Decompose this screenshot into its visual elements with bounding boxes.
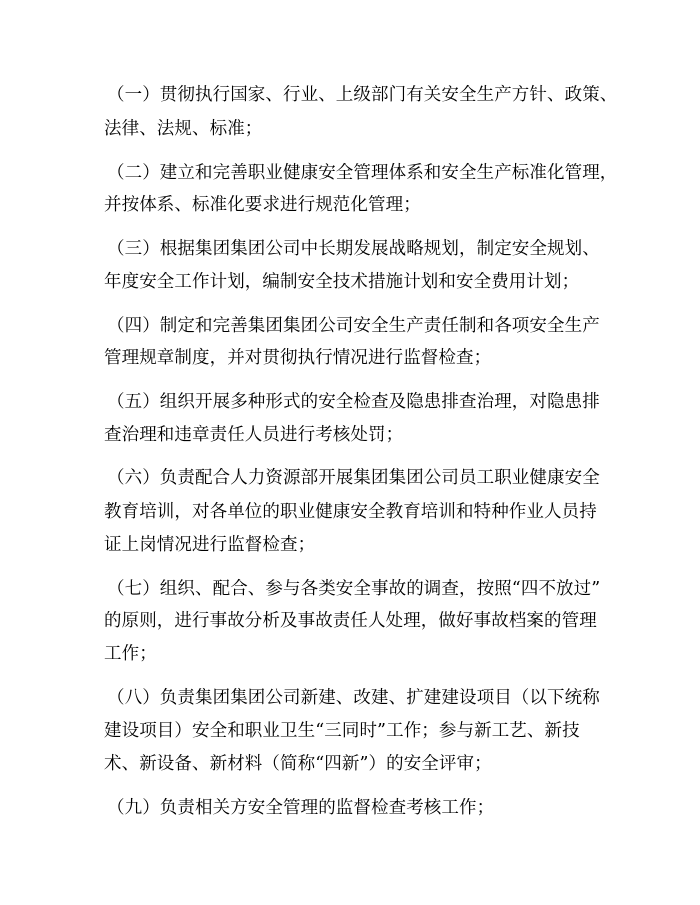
clause-line: 工作； xyxy=(104,644,157,664)
clause-line: （八）负责集团集团公司新建、改建、扩建建设项目（以下统称 xyxy=(107,688,600,708)
clause-line: 术、新设备、新材料（简称“四新”）的安全评审； xyxy=(104,754,492,774)
clause-line: 管理规章制度，并对贯彻执行情况进行监督检查； xyxy=(104,348,492,368)
clause-line: （五）组织开展多种形式的安全检查及隐患排查治理，对隐患排 xyxy=(107,392,600,412)
clause-line: （九）负责相关方安全管理的监督检查考核工作； xyxy=(107,798,495,818)
clause-line: （一）贯彻执行国家、行业、上级部门有关安全生产方针、政策、 xyxy=(107,85,618,105)
clause-line: （六）负责配合人力资源部开展集团集团公司员工职业健康安全 xyxy=(107,468,600,488)
clause-line: （七）组织、配合、参与各类安全事故的调查，按照“四不放过” xyxy=(107,579,601,599)
clause-line: （三）根据集团集团公司中长期发展战略规划，制定安全规划、 xyxy=(107,239,600,259)
clause-line: 年度安全工作计划，编制安全技术措施计划和安全费用计划； xyxy=(104,272,580,292)
clause-line: 并按体系、标准化要求进行规范化管理； xyxy=(104,195,421,215)
clause-line: （四）制定和完善集团集团公司安全生产责任制和各项安全生产 xyxy=(107,316,600,336)
clause-line: 建设项目）安全和职业卫生“三同时”工作；参与新工艺、新技 xyxy=(104,721,580,741)
clause-line: 教育培训，对各单位的职业健康安全教育培训和特种作业人员持 xyxy=(104,502,597,522)
clause-line: 法律、法规、标准； xyxy=(104,119,263,139)
clause-line: 的原则，进行事故分析及事故责任人处理，做好事故档案的管理 xyxy=(104,611,597,631)
clause-line: （二）建立和完善职业健康安全管理体系和安全生产标准化管理， xyxy=(107,163,618,183)
clause-line: 证上岗情况进行监督检查； xyxy=(104,535,316,555)
clause-line: 查治理和违章责任人员进行考核处罚； xyxy=(104,425,404,445)
